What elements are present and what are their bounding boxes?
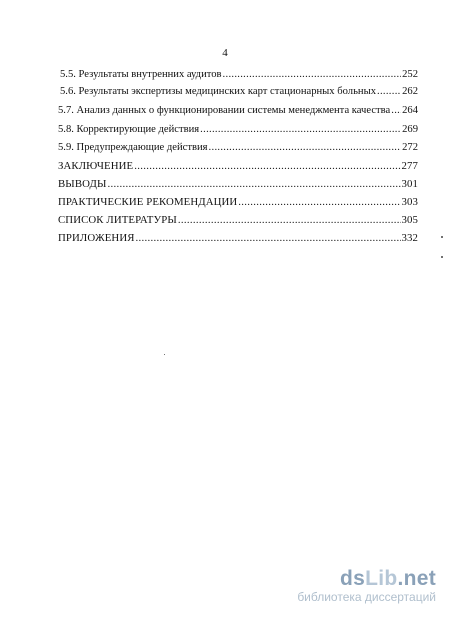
toc-entry	[60, 68, 418, 82]
scan-speck	[441, 256, 443, 258]
toc-entry-page: 332	[401, 232, 418, 244]
toc-leader-dots	[134, 159, 400, 173]
toc-entry	[60, 85, 418, 99]
watermark-tagline: библиотека диссертаций	[297, 590, 436, 604]
toc-entry-page: 301	[401, 178, 418, 190]
toc-entry-label: 5.9. Предупреждающие действия	[58, 142, 208, 153]
watermark-logo	[297, 568, 436, 590]
toc-entry-page: 272	[402, 142, 418, 153]
toc-leader-dots	[178, 213, 401, 227]
toc-entry-page: 277	[401, 160, 418, 172]
toc-leader-dots	[107, 177, 400, 191]
watermark-logo-part: Lib	[365, 567, 398, 590]
toc-entry-label: СПИСОК ЛИТЕРАТУРЫ	[58, 214, 177, 226]
toc-entry	[58, 141, 418, 155]
toc-entry-label: ПРИЛОЖЕНИЯ	[58, 232, 135, 244]
page-number: 4	[222, 47, 228, 59]
scan-speck	[441, 236, 443, 238]
toc-entry	[58, 159, 418, 173]
toc-entry-page: 303	[401, 196, 418, 208]
toc-entry-page: 262	[402, 86, 418, 97]
watermark-logo-part: ds	[339, 567, 366, 590]
toc-entry-label: ВЫВОДЫ	[58, 178, 107, 190]
toc-entry	[58, 213, 418, 227]
toc-entry	[58, 177, 418, 191]
toc-entry-label: 5.5. Результаты внутренних аудитов	[60, 69, 222, 80]
toc-entry-page: 252	[402, 69, 418, 80]
toc-entry-label: 5.6. Результаты экспертизы медицинских карт стационарных больных	[60, 86, 376, 97]
scan-speck	[164, 354, 165, 355]
watermark-logo-part: .net	[397, 567, 436, 590]
toc-leader-dots	[136, 231, 401, 245]
toc-entry	[58, 104, 418, 118]
toc-entry-label: 5.7. Анализ данных о функционировании системы менеджмента качества	[58, 105, 391, 116]
toc-entry	[58, 195, 418, 209]
toc-entry-label: ПРАКТИЧЕСКИЕ РЕКОМЕНДАЦИИ	[58, 196, 238, 208]
toc-entry	[58, 123, 418, 137]
toc-entry-page: 269	[402, 124, 418, 135]
toc-leader-dots	[238, 195, 400, 209]
toc-entry	[58, 231, 418, 245]
toc-entry-label: ЗАКЛЮЧЕНИЕ	[58, 160, 134, 172]
toc-entry-label: 5.8. Корректирующие действия	[58, 124, 200, 135]
toc-leader-dots	[377, 85, 401, 99]
toc-leader-dots	[209, 141, 402, 155]
toc-entry-page: 305	[401, 214, 418, 226]
toc-leader-dots	[391, 104, 401, 118]
toc-leader-dots	[200, 123, 401, 137]
watermark	[297, 568, 436, 604]
toc-entry-page: 264	[402, 105, 418, 116]
toc-leader-dots	[223, 68, 402, 82]
